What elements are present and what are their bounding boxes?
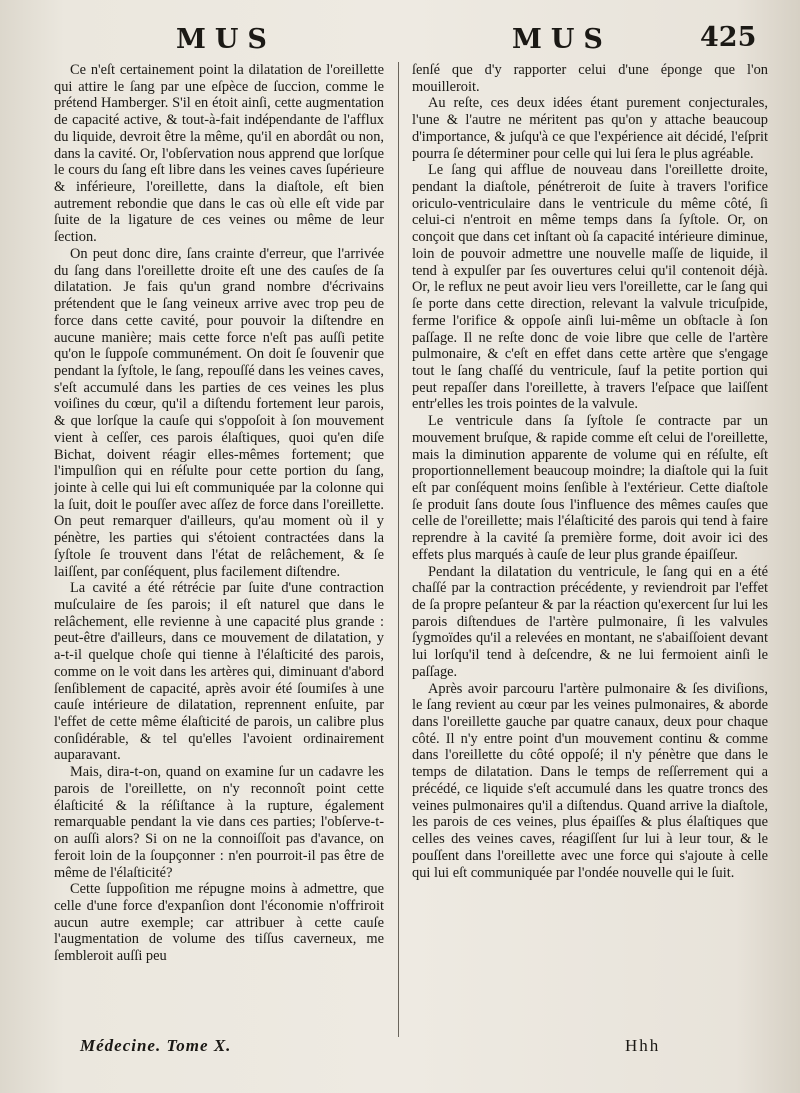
paragraph: Le ſang qui afflue de nouveau dans l'oreillette droite, pendant la diaſtole, pénétreroit de ſuite à travers l'orifice oriculo-ventriculaire dans le ventricule du même côté, ſi celui-ci n'entroit en même temps dans ſa ſyſtole. Or, on conçoit que dans cet inſtant où ſa capacité intérieure diminue, loin de pouvoir admettre une nouvelle maſſe de liquide, il tend à expulſer par ſes ouvertures celui qu'il contenoit déjà. Or, le reflux ne peut avoir lieu vers l'oreillette, car le ſang qui ſe porte dans cette direction, relevant la valvule tricuſpide, ferme l'orifice & oppoſe ainſi lui-même un obſtacle à ſon paſſage. Il ne reſte donc de voie libre que celle de l'artère pulmonaire, & c'eſt en effet dans cette artère que s'engage tout le ſang chaſſé du ventricule, ſauf la petite portion qui peut repaſſer dans l'oreillette, à travers l'eſpace que laiſſent entr'elles les trois pointes de la valvule. [412, 162, 768, 413]
paragraph: La cavité a été rétrécie par ſuite d'une contraction muſculaire de ſes parois; il eſt naturel que dans le relâchement, elle revienne à une capacité plus grande : peut-être d'ailleurs, dans ce mouvement de dilatation, y a-t-il quelque choſe qui tienne à l'élaſticité des parois, comme on le voit dans les artères qui, diminuant d'abord ſenſiblement de capacité, après avoir été ſoumiſes à une cauſe intérieure de dilatation, reprennent enſuite, par l'effet de cette même élaſticité de parois, un calibre plus conſidérable, & tel qu'elles l'avoient ordinairement auparavant. [54, 580, 384, 764]
paragraph: On peut donc dire, ſans crainte d'erreur, que l'arrivée du ſang dans l'oreillette droite eſt une des cauſes de ſa dilatation. Je fais qu'un grand nombre d'écrivains prétendent que le ſang veineux arrive avec trop peu de force dans cette cavité, pour pouvoir la diſtendre en aucune manière; mais cette force n'eſt pas auſſi petite qu'on le ſuppoſe communément. On doit ſe ſouvenir que pendant la ſyſtole, le ſang, repouſſé dans les veines caves, s'eſt accumulé dans les parties de ces veines les plus voiſines du cœur, qu'il a diſtendu fortement leur parois, & que lorſque la cauſe qui s'oppoſoit à ſon mouvement vient à ceſſer, ces parois élaſtiques, quoi qu'en diſe Bichat, doivent réagir elles-mêmes fortement; que l'impulſion qui en réſulte pour cette portion du ſang, jointe à celle qui lui eſt communiquée par la colonne qui la ſuit, doit le pouſſer avec aſſez de force dans l'oreillette. On peut remarquer d'ailleurs, qu'au moment où il y pénètre, les parties qui s'étoient contractées dans la ſyſtole ſe trouvent dans l'état de relâchement, & ſe laiſſent, par conſéquent, plus facilement diſtendre. [54, 245, 384, 580]
paragraph: ſenſé que d'y rapporter celui d'une éponge que l'on mouilleroit. [412, 62, 768, 95]
right-column [412, 62, 768, 1052]
paragraph: Cette ſuppoſition me répugne moins à admettre, que celle d'une force d'expanſion dont l'économie n'offriroit aucun autre exemple; car attribuer à cette cauſe l'augmentation de volume des tiſſus caverneux, me ſembleroit auſſi peu [54, 881, 384, 965]
header-right-word: MUS [512, 24, 612, 55]
paragraph: Ce n'eſt certainement point la dilatation de l'oreillette qui attire le ſang par une eſpèce de ſuccion, comme le prétend Hamberger. S'il en étoit ainſi, cette augmentation de capacité active, & tout-à-fait indépendante de l'afflux du liquide, devroit être la même, qu'il en abordât ou non, dans la cavité. Or, l'obſervation nous apprend que lorſque le cours du ſang eſt libre dans les veines caves ſupérieure & inférieure, l'oreillette, dans la diaſtole, eſt bien autrement rebondie que dans le cas où elle eſt vide par ſuite de la ligature de ces veines ou même de leur ſection. [54, 62, 384, 246]
paragraph: Au reſte, ces deux idées étant purement conjecturales, l'une & l'autre ne méritent pas qu'on y attache beaucoup d'importance, & juſqu'à ce que l'expérience ait décidé, l'eſprit pourra ſe déterminer pour celle qui lui ſera le plus agréable. [412, 95, 768, 162]
footer-volume-title: Médecine. Tome X. [80, 1036, 232, 1055]
paragraph: Mais, dira-t-on, quand on examine ſur un cadavre les parois de l'oreillette, on n'y reconnoît point cette élaſticité & la réſiſtance à la rupture, également remarquable pendant la vie dans ces parties; l'obſerve-t-on auſſi alors? Si on ne la connoiſſoit pas d'avance, on feroit loin de la ſoupçonner : n'en pourroit-il pas être de même de l'élaſticité? [54, 764, 384, 881]
paragraph: Pendant la dilatation du ventricule, le ſang qui en a été chaſſé par la contraction précédente, y reviendroit par l'effet de ſa propre peſanteur & par la réaction qu'exercent ſur lui les parois diſtendues de l'artère pulmonaire, ſi les valvules ſygmoïdes qu'il a relevées en montant, ne s'abaiſſoient devant lui lorſqu'il tend à deſcendre, & ne lui fermoient ainſi le paſſage. [412, 563, 768, 680]
paragraph: Le ventricule dans ſa ſyſtole ſe contracte par un mouvement bruſque, & rapide comme eſt celui de l'oreillette, mais la diminution apparente de volume qui en réſulte, eſt proportionnellement beaucoup moindre; la diaſtole qui la ſuit eſt par conſéquent moins ſenſible à l'extérieur. Cette diaſtole ſe produit ſans doute ſous l'influence des mêmes cauſes que celle de l'oreillette; mais l'élaſticité des parois qui tend à faire reprendre à la cavité ſa première forme, doit avoir ici des effets plus marqués à cauſe de leur plus grande épaiſſeur. [412, 413, 768, 563]
footer-signature-mark: Hhh [625, 1036, 661, 1055]
running-header [0, 24, 800, 60]
paragraph: Après avoir parcouru l'artère pulmonaire & ſes diviſions, le ſang revient au cœur par les veines pulmonaires, & aborde dans l'oreillette gauche par quatre canaux, deux pour chaque côté. Il n'y entre point d'un mouvement continu & comme dans l'oreillette du côté oppoſé; il n'y pénètre que dans le temps de dilatation. Dans le temps de reſſerrement qui a précédé, ce liquide s'eſt accumulé dans les quatre troncs des veines pulmonaires qu'il a diſtendus. Quand arrive la diaſtole, les parois de ces veines, plus épaiſſes & plus élaſtiques que celles des veines caves, réagiſſent ſur lui à leur tour, & le pouſſent dans l'oreillette avec une force qui s'ajoute à celle qui lui eſt communiquée par l'ondée nouvelle qui le ſuit. [412, 680, 768, 881]
page-number: 425 [700, 22, 757, 53]
left-column [54, 62, 384, 1052]
column-divider [398, 62, 399, 1037]
header-left-word: MUS [176, 24, 276, 55]
